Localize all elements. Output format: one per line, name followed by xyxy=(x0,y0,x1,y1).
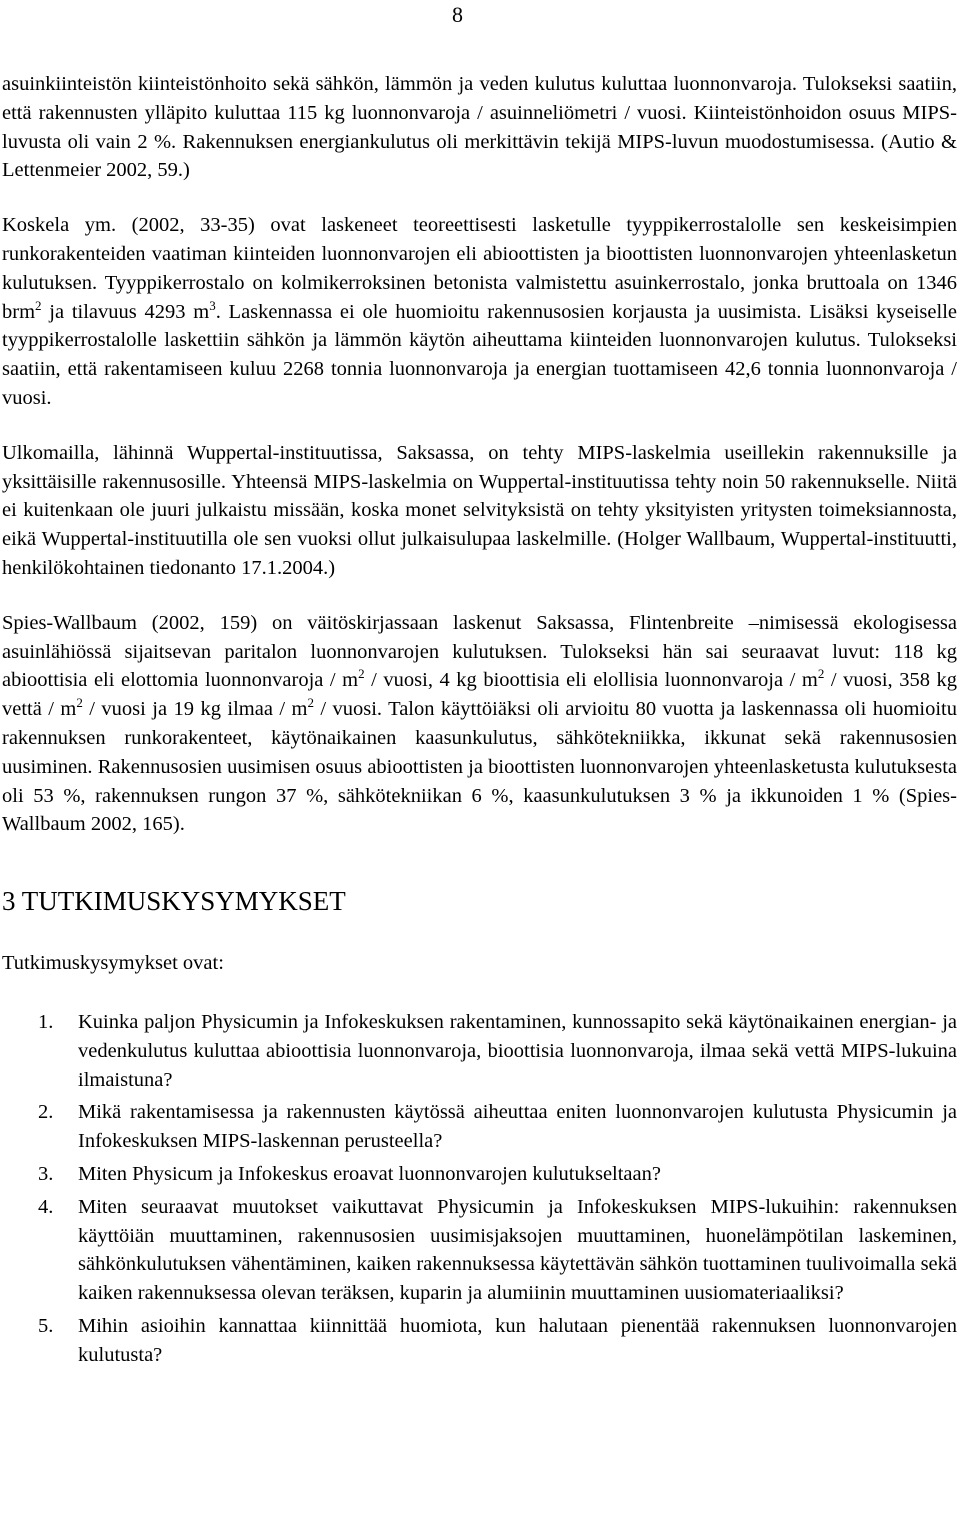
paragraph-2 xyxy=(2,211,957,413)
list-item xyxy=(2,1160,957,1189)
list-item-number: 4. xyxy=(38,1195,54,1218)
questions-intro: Tutkimuskysymykset ovat: xyxy=(2,952,224,975)
superscript-2: 2 xyxy=(307,695,314,711)
superscript-2: 2 xyxy=(35,297,42,313)
superscript-2: 2 xyxy=(358,666,365,682)
paragraph-2-text-c: . Laskennassa ei ole huomioitu rakennusosien korjausta ja uusimista. Lisäksi kyseiselle tyyppikerrostalolle laskettiin sähkön ja lämmön käytön aiheuttama kiinteiden luonnonvarojen kulutus. Tulokseksi saatiin, että rakentamiseen kuluu 2268 tonnia luonnonvaroja ja energian tuottamiseen 42,6 tonnia luonnonvaroja / vuosi. xyxy=(2,300,958,409)
list-item xyxy=(2,1193,957,1308)
paragraph-2-text-a: Koskela ym. (2002, 33-35) ovat laskeneet teoreettisesti lasketulle tyyppikerrostalolle sen keskeisimpien runkorakenteiden vaatiman kiinteiden luonnonvarojen eli abioottisten ja bioottisten luonnonvarojen yhteenlasketun kulutuksen. Tyyppikerrostalo on kolmikerroksinen betonista valmistettu asuinkerrostalo, jonka bruttoala on 1346 brm xyxy=(2,214,957,323)
list-item xyxy=(2,1008,957,1094)
superscript-2: 2 xyxy=(76,695,83,711)
paragraph-1: asuinkiinteistön kiinteistönhoito sekä sähkön, lämmön ja veden kulutus kuluttaa luonnonvaroja. Tulokseksi saatiin, että rakennusten ylläpito kuluttaa 115 kg luonnonvaroja / asuinneliömetri / vuosi. Kiinteistönhoidon osuus MIPS-luvusta oli vain 2 %. Rakennuksen energiankulutus oli merkittävin tekijä MIPS-luvun muodostumisessa. (Autio & Lettenmeier 2002, 59.) xyxy=(2,73,957,182)
list-item-text: Mikä rakentamisessa ja rakennusten käytössä aiheuttaa eniten luonnonvarojen kulutusta Physicumin ja Infokeskuksen MIPS-laskennan perusteella? xyxy=(78,1101,957,1153)
page-number: 8 xyxy=(452,2,463,27)
list-item-number: 5. xyxy=(38,1314,54,1337)
section-heading: 3 TUTKIMUSKYSYMYKSET xyxy=(2,886,346,917)
list-item-number: 2. xyxy=(38,1101,54,1124)
list-item-text: Mihin asioihin kannattaa kiinnittää huomiota, kun halutaan pienentää rakennuksen luonnonvarojen kulutusta? xyxy=(78,1314,957,1366)
list-item xyxy=(2,1312,957,1370)
list-item-text: Kuinka paljon Physicumin ja Infokeskuksen rakentaminen, kunnossapito sekä käytönaikainen energian- ja vedenkulutus kuluttaa abioottisia luonnonvaroja, bioottisia luonnonvaroja, ilmaa sekä vettä MIPS-lukuina ilmaistuna? xyxy=(78,1010,957,1091)
questions-list xyxy=(2,1008,957,1370)
paragraph-4-text-a: Spies-Wallbaum (2002, 159) on väitöskirjassaan laskenut Saksassa, Flintenbreite –nimisessä ekologisessa asuinlähiössä sijaitsevan paritalon luonnonvarojen kulutuksen. Tulokseksi hän sai seuraavat luvut: 118 kg abioottisia eli elottomia luonnonvaroja / m xyxy=(2,611,957,692)
list-item xyxy=(2,1098,957,1156)
superscript-2: 2 xyxy=(817,666,825,682)
paragraph-4-text-b: / vuosi, 4 kg bioottisia eli elollisia luonnonvaroja / m xyxy=(364,669,818,692)
list-item-number: 1. xyxy=(38,1010,54,1033)
paragraph-4 xyxy=(2,609,957,839)
document-body xyxy=(2,70,957,1373)
list-item-number: 3. xyxy=(38,1162,54,1185)
superscript-3: 3 xyxy=(209,297,216,313)
paragraph-4-text-e: / vuosi. Talon käyttöiäksi oli arvioitu 80 vuotta ja laskennassa oli huomioitu rakennuksen runkorakenteet, käytönaikainen kaasunkulutus, sähkötekniikka, ikkunat sekä rakennusosien uusiminen. Rakennusosien uusimisen osuus abioottisten ja bioottisten luonnonvarojen yhteenlasketusta kulutuksesta oli 53 %, rakennuksen rungon 37 %, sähkötekniikan 6 %, kaasunkulutuksen 3 % ja ikkunoiden 1 % (Spies-Wallbaum 2002, 165). xyxy=(2,698,958,836)
list-item-text: Miten seuraavat muutokset vaikuttavat Physicumin ja Infokeskuksen MIPS-lukuihin: rakennuksen käyttöiän muuttaminen, rakennusosien uusimisjaksojen muuttaminen, huonelämpötilan laskeminen, sähkönkulutuksen vähentäminen, kaiken rakennuksessa käytettävän sähkön tuottaminen tuulivoimalla sekä kaiken rakennuksessa olevan teräksen, kuparin ja alumiinin muuttaminen uusiomateriaaliksi? xyxy=(78,1195,957,1305)
list-item-text: Miten Physicum ja Infokeskus eroavat luonnonvarojen kulutukseltaan? xyxy=(78,1162,661,1185)
paragraph-2-text-b: ja tilavuus 4293 m xyxy=(41,300,210,323)
paragraph-4-text-d: / vuosi ja 19 kg ilmaa / m xyxy=(82,698,308,721)
paragraph-4-text-c: / vuosi, 358 kg vettä / m xyxy=(2,669,957,721)
paragraph-3: Ulkomailla, lähinnä Wuppertal-instituutissa, Saksassa, on tehty MIPS-laskelmia useillekin rakennuksille ja yksittäisille rakennusosille. Yhteensä MIPS-laskelmia on Wuppertal-instituutissa tehty noin 50 rakennukselle. Niitä ei kuitenkaan ole juuri julkaistu missään, koska monet selvityksistä on tehty yksityisten yritysten toimeksiannosta, eikä Wuppertal-instituutilla ole sen vuoksi ollut julkaisulupaa laskelmille. (Holger Wallbaum, Wuppertal-instituutti, henkilökohtainen tiedonanto 17.1.2004.) xyxy=(2,441,957,579)
